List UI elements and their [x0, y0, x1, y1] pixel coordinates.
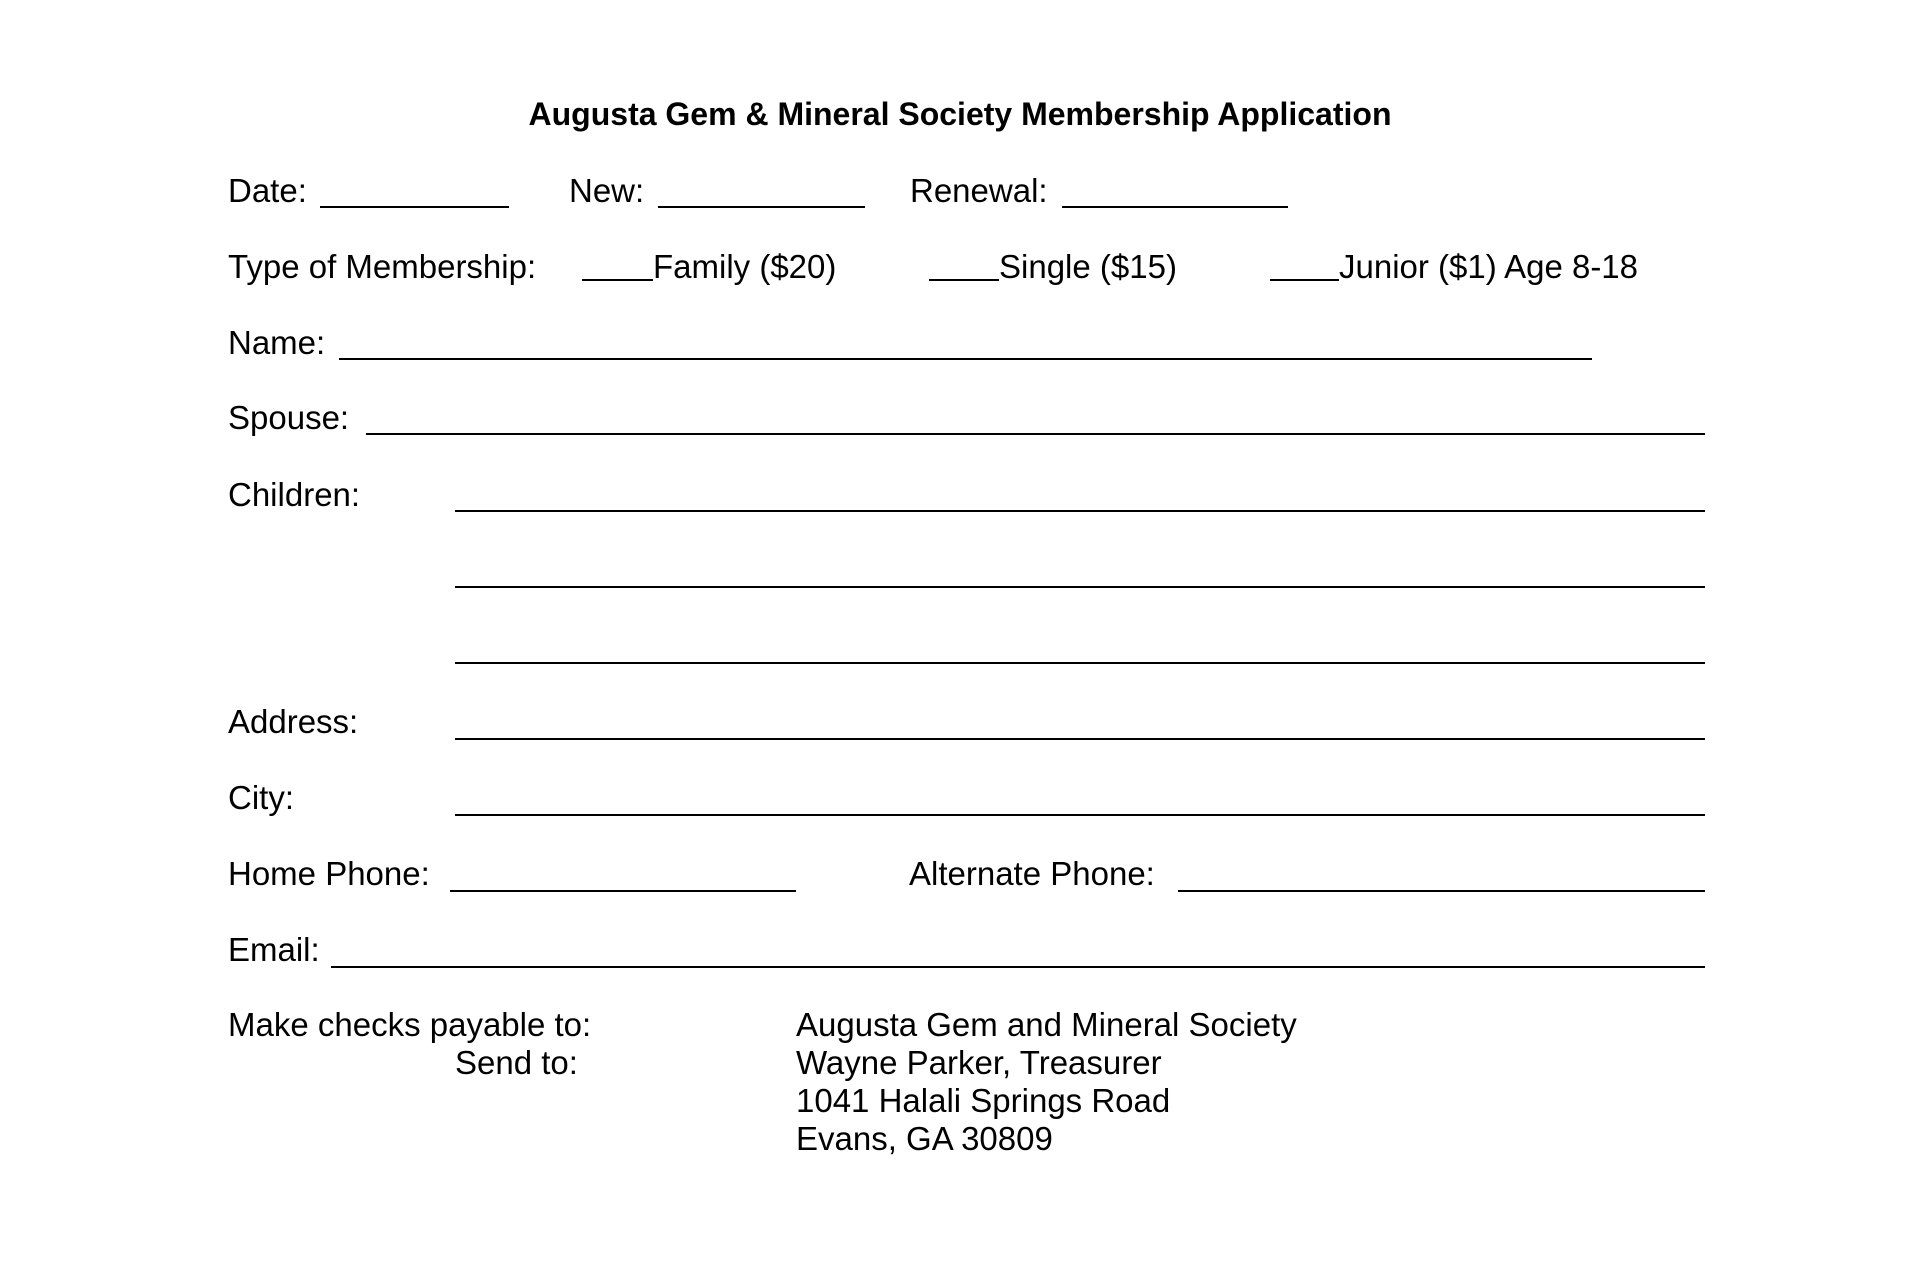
home-phone-label: Home Phone:: [228, 855, 430, 892]
renewal-label: Renewal:: [910, 172, 1048, 209]
payable-to-label: Make checks payable to:: [228, 1006, 592, 1043]
mailing-city-state-zip: Evans, GA 30809: [796, 1120, 1053, 1157]
city-label: City:: [228, 779, 294, 816]
name-label: Name:: [228, 324, 326, 361]
date-field[interactable]: [320, 178, 509, 208]
address-field[interactable]: [455, 710, 1705, 740]
family-membership-checkbox[interactable]: [582, 255, 653, 281]
new-field[interactable]: [658, 178, 865, 208]
name-field[interactable]: [339, 330, 1592, 360]
children-label: Children:: [228, 476, 361, 513]
alternate-phone-field[interactable]: [1178, 862, 1705, 892]
address-label: Address:: [228, 703, 359, 740]
child-3-field[interactable]: [455, 634, 1705, 664]
family-membership-label: Family ($20): [653, 248, 837, 285]
email-label: Email:: [228, 931, 320, 968]
membership-type-label: Type of Membership:: [228, 248, 537, 285]
junior-membership-label: Junior ($1) Age 8-18: [1339, 248, 1639, 285]
home-phone-field[interactable]: [450, 862, 796, 892]
child-1-field[interactable]: [455, 482, 1705, 512]
single-membership-checkbox[interactable]: [929, 255, 999, 281]
spouse-label: Spouse:: [228, 399, 350, 436]
junior-membership-checkbox[interactable]: [1270, 255, 1339, 281]
alternate-phone-label: Alternate Phone:: [909, 855, 1155, 892]
send-to-label: Send to:: [455, 1044, 578, 1081]
city-field[interactable]: [455, 786, 1705, 816]
new-label: New:: [569, 172, 645, 209]
spouse-field[interactable]: [366, 405, 1705, 435]
payee-name: Augusta Gem and Mineral Society: [796, 1006, 1297, 1043]
mailing-street: 1041 Halali Springs Road: [796, 1082, 1171, 1119]
treasurer-name: Wayne Parker, Treasurer: [796, 1044, 1162, 1081]
date-label: Date:: [228, 172, 307, 209]
single-membership-label: Single ($15): [999, 248, 1177, 285]
email-field[interactable]: [331, 938, 1705, 968]
child-2-field[interactable]: [455, 558, 1705, 588]
renewal-field[interactable]: [1062, 178, 1288, 208]
form-title: Augusta Gem & Mineral Society Membership Application: [528, 96, 1392, 132]
